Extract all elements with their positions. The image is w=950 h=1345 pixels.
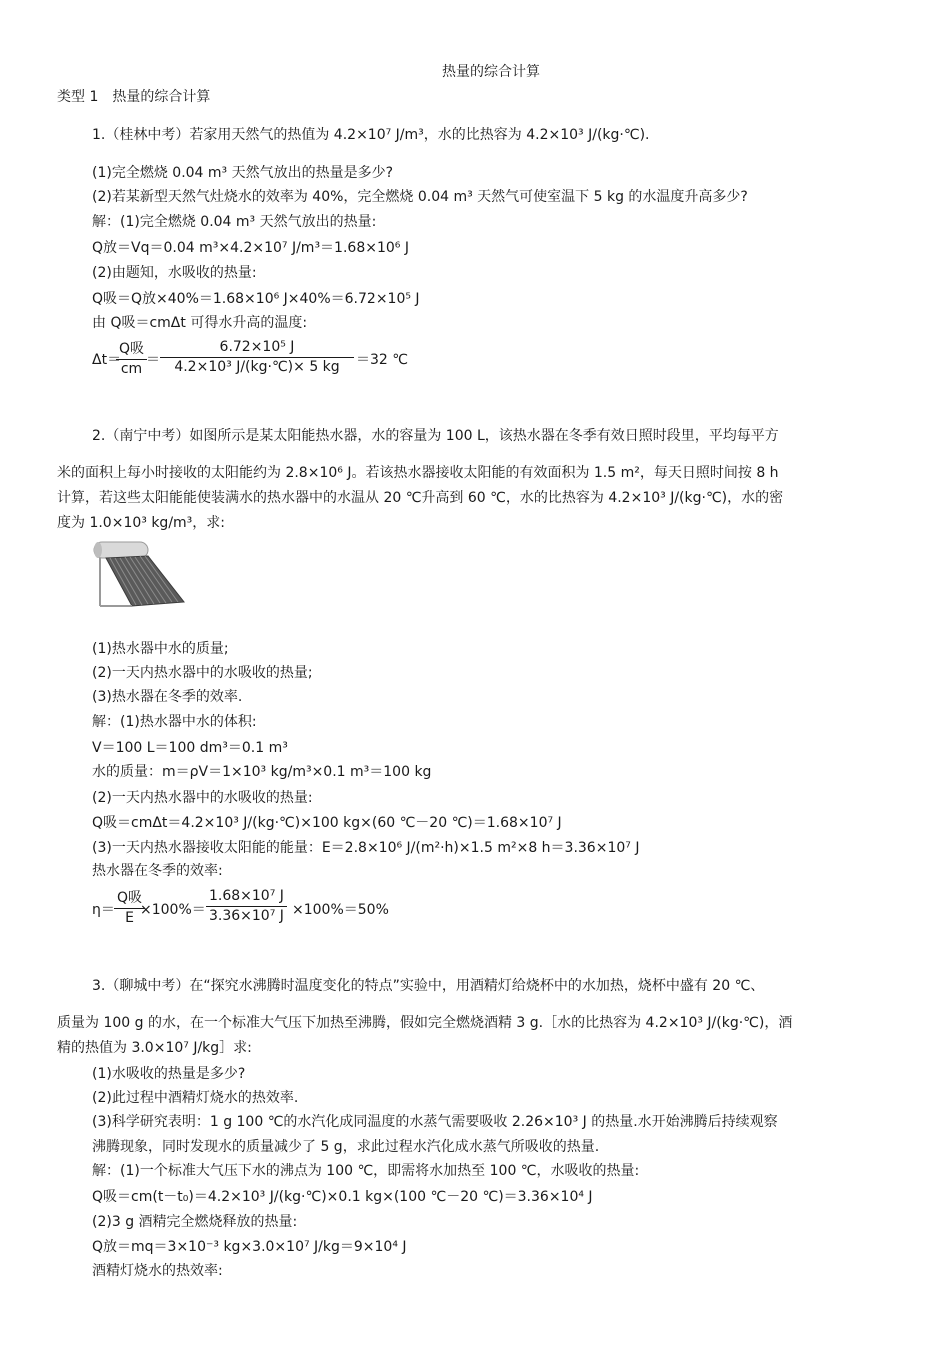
q3-part3-line-2: 沸腾现象，同时发现水的质量减少了 5 g，求此过程水汽化成水蒸气所吸收的热量. — [92, 1139, 600, 1155]
q1-fraction-1 — [116, 341, 147, 378]
q2-fraction-2-den: 3.36×10⁷ J — [209, 908, 284, 924]
q2-part2: (2)一天内热水器中的水吸收的热量; — [92, 665, 313, 681]
solar-water-heater-image — [92, 540, 186, 612]
q3-stem-line-1: 3.（聊城中考）在“探究水沸腾时温度变化的特点”实验中，用酒精灯给烧杯中的水加热，烧杯中盛有 20 ℃、 — [92, 978, 765, 994]
q2-solution-6: (3)一天内热水器接收太阳能的能量：E＝2.8×10⁶ J/(m²·h)×1.5 m²×8 h＝3.36×10⁷ J — [92, 840, 640, 856]
heater-tank — [94, 542, 148, 558]
q2-solution-2: V＝100 L＝100 dm³＝0.1 m³ — [92, 740, 288, 756]
q2-solution-7: 热水器在冬季的效率: — [92, 863, 223, 879]
q1-formula-result: ＝32 ℃ — [356, 352, 408, 368]
q3-part3-line-1: (3)科学研究表明：1 g 100 ℃的水汽化成同温度的水蒸气需要吸收 2.26×10³ J 的热量.水开始沸腾后持续观察 — [92, 1114, 778, 1130]
q3-solution-1: 解：(1)一个标准大气压下水的沸点为 100 ℃，即需将水加热至 100 ℃，水吸收的热量: — [92, 1163, 640, 1179]
q1-part1: (1)完全燃烧 0.04 m³ 天然气放出的热量是多少? — [92, 165, 394, 181]
q3-solution-3: (2)3 g 酒精完全燃烧释放的热量: — [92, 1214, 298, 1230]
q1-solution-4: Q吸＝Q放×40%＝1.68×10⁶ J×40%＝6.72×10⁵ J — [92, 291, 420, 307]
q2-formula-mid: ×100%＝ — [140, 902, 206, 918]
q2-fraction-1-num: Q吸 — [114, 890, 145, 909]
q1-stem: 1.（桂林中考）若家用天然气的热值为 4.2×10⁷ J/m³，水的比热容为 4.2×10³ J/(kg·℃). — [92, 127, 650, 143]
q2-solution-1: 解：(1)热水器中水的体积: — [92, 714, 257, 730]
q1-formula-lhs: Δt＝ — [92, 352, 122, 368]
q1-fraction-2 — [160, 339, 354, 376]
q3-solution-5: 酒精灯烧水的热效率: — [92, 1263, 223, 1279]
q1-solution-3: (2)由题知，水吸收的热量: — [92, 265, 257, 281]
q2-stem-line-2: 米的面积上每小时接收的太阳能约为 2.8×10⁶ J。若该热水器接收太阳能的有效面积为 1.5 m²，每天日照时间按 8 h — [57, 465, 779, 481]
page-title: 热量的综合计算 — [442, 64, 540, 80]
q3-stem-line-3: 精的热值为 3.0×10⁷ J/kg］求: — [57, 1040, 252, 1056]
q2-fraction-1-den: E — [125, 910, 134, 926]
q3-solution-4: Q放＝mq＝3×10⁻³ kg×3.0×10⁷ J/kg＝9×10⁴ J — [92, 1239, 407, 1255]
q1-part2: (2)若某新型天然气灶烧水的效率为 40%，完全燃烧 0.04 m³ 天然气可使室温下 5 kg 的水温度升高多少? — [92, 189, 748, 205]
q2-solution-3: 水的质量：m＝ρV＝1×10³ kg/m³×0.1 m³＝100 kg — [92, 764, 432, 780]
q2-stem-line-1: 2.（南宁中考）如图所示是某太阳能热水器，水的容量为 100 L，该热水器在冬季有效日照时段里，平均每平方 — [92, 428, 779, 444]
q1-formula-eq: ＝ — [146, 352, 160, 368]
q2-fraction-2-num: 1.68×10⁷ J — [206, 888, 287, 907]
q2-formula-lhs: η＝ — [92, 902, 115, 918]
q1-fraction-2-den: 4.2×10³ J/(kg·℃)× 5 kg — [174, 359, 340, 375]
q2-solution-4: (2)一天内热水器中的水吸收的热量: — [92, 790, 313, 806]
q2-stem-line-4: 度为 1.0×10³ kg/m³，求: — [57, 515, 225, 531]
q1-solution-5: 由 Q吸＝cmΔt 可得水升高的温度: — [92, 315, 308, 331]
q2-formula-result: ×100%＝50% — [292, 902, 389, 918]
q2-solution-5: Q吸＝cmΔt＝4.2×10³ J/(kg·℃)×100 kg×(60 ℃－20 ℃)＝1.68×10⁷ J — [92, 815, 562, 831]
q2-part1: (1)热水器中水的质量; — [92, 641, 229, 657]
q1-solution-1: 解：(1)完全燃烧 0.04 m³ 天然气放出的热量: — [92, 214, 377, 230]
q2-stem-line-3: 计算，若这些太阳能能使装满水的热水器中的水温从 20 ℃升高到 60 ℃，水的比热容为 4.2×10³ J/(kg·℃)，水的密 — [57, 490, 784, 506]
q1-fraction-1-num: Q吸 — [116, 341, 147, 360]
q3-part1: (1)水吸收的热量是多少? — [92, 1066, 246, 1082]
section-heading: 类型 1 热量的综合计算 — [57, 89, 211, 105]
q2-part3: (3)热水器在冬季的效率. — [92, 689, 243, 705]
heater-tank-end — [94, 542, 102, 558]
q3-stem-line-2: 质量为 100 g 的水，在一个标准大气压下加热至沸腾，假如完全燃烧酒精 3 g.［水的比热容为 4.2×10³ J/(kg·℃)，酒 — [57, 1015, 793, 1031]
q1-fraction-2-num: 6.72×10⁵ J — [160, 339, 354, 358]
q2-fraction-2 — [206, 888, 287, 925]
q3-solution-2: Q吸＝cm(t－t₀)＝4.2×10³ J/(kg·℃)×0.1 kg×(100 ℃－20 ℃)＝3.36×10⁴ J — [92, 1189, 593, 1205]
q1-fraction-1-den: cm — [120, 361, 143, 377]
q1-solution-2: Q放＝Vq＝0.04 m³×4.2×10⁷ J/m³＝1.68×10⁶ J — [92, 240, 409, 256]
q3-part2: (2)此过程中酒精灯烧水的热效率. — [92, 1090, 299, 1106]
